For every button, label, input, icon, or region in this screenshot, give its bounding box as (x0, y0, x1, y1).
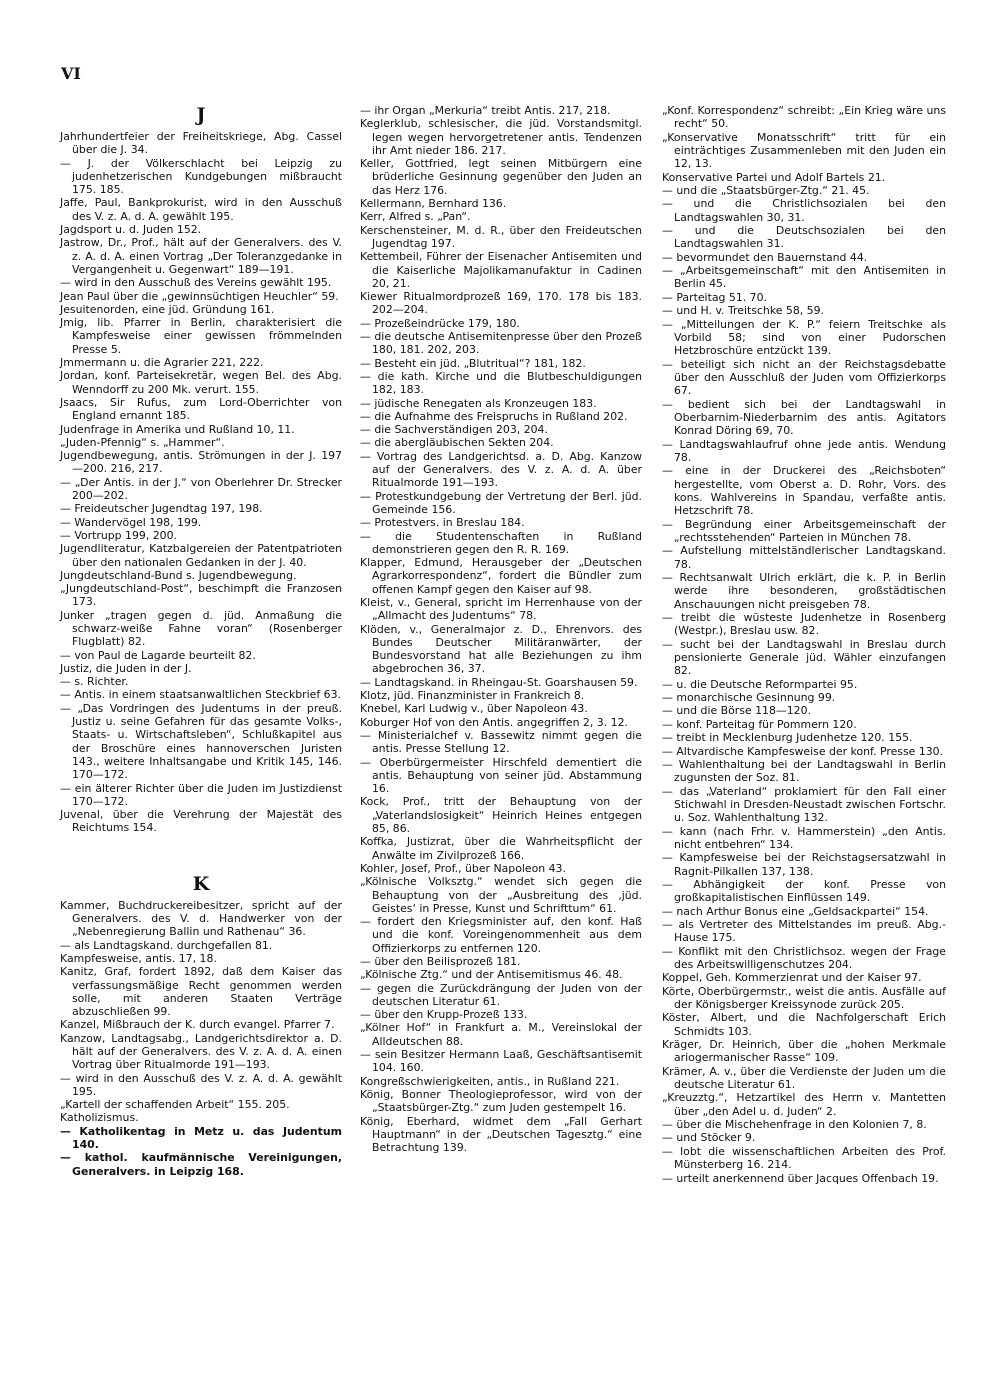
index-entry: — und Stöcker 9. (662, 1131, 756, 1145)
index-entry: Koburger Hof von den Antis. angegriffen 2, 3. 12. (360, 715, 628, 729)
index-entry: Konservative Partei und Adolf Bartels 21. (662, 170, 886, 184)
index-entry: — die Aufnahme des Freispruchs in Rußland 202. (360, 409, 628, 423)
index-entry: Kanitz, Graf, fordert 1892, daß dem Kaiser das verfassungsmäßige Recht genommen werden solle, mit anderen Staaten Verträge abzuschließen 99. (60, 965, 342, 1019)
index-entry: — Antis. in einem staatsanwaltlichen Steckbrief 63. (60, 688, 341, 702)
index-entry: — die abergläubischen Sekten 204. (360, 436, 554, 450)
index-entry: Jesuitenorden, eine jüd. Gründung 161. (60, 302, 275, 316)
section-letter-j: J (196, 104, 206, 126)
index-entry: — Altvardische Kampfesweise der konf. Presse 130. (662, 744, 944, 758)
index-entry: — kathol. kaufmännische Vereinigungen, Generalvers. in Leipzig 168. (60, 1151, 342, 1178)
index-column-2 (360, 104, 642, 1154)
index-entry: — J. der Völkerschlacht bei Leipzig zu judenhetzerischen Kundgebungen mißbraucht 175. 185. (60, 156, 342, 197)
index-entry: — Vortrupp 199, 200. (60, 528, 177, 542)
index-entry: — als Landtagskand. durchgefallen 81. (60, 938, 273, 952)
index-entry: — Protestkundgebung der Vertretung der Berl. jüd. Gemeinde 156. (360, 489, 642, 516)
index-entry: Kanzel, Mißbrauch der K. durch evangel. Pfarrer 7. (60, 1018, 335, 1032)
index-entry: — „Das Vordringen des Judentums in der preuß. Justiz u. seine Gefahren für das gesamte Volks-, Staats- u. Wirtschaftsleben“, Schlußkapitel aus der Broschüre eines hannoverschen Juristen 143., weitere Inhaltsangabe und Kritik 145, 146. 170—172. (60, 701, 342, 782)
index-entry: Jordan, konf. Parteisekretär, wegen Bel. des Abg. Wenndorff zu 200 Mk. verurt. 155. (60, 369, 342, 396)
index-entry: Krämer, A. v., über die Verdienste der Juden um die deutsche Literatur 61. (662, 1064, 946, 1092)
index-entry: — konf. Parteitag für Pommern 120. (662, 717, 857, 731)
index-entry: — wird in den Ausschuß des V. z. A. d. A. gewählt 195. (60, 1071, 342, 1098)
index-entry: — treibt die wüsteste Judenhetze in Rosenberg (Westpr.), Breslau usw. 82. (662, 611, 946, 638)
index-entry: Jean Paul über die „gewinnsüchtigen Heuchler“ 59. (60, 289, 339, 303)
index-entry: — „Mitteilungen der K. P.“ feiern Treitschke als Vorbild 58; sind von einer Pudorschen Hetzbroschüre entzückt 139. (662, 317, 946, 358)
index-entry: — Parteitag 51. 70. (662, 290, 767, 304)
index-entry: Keglerklub, schlesischer, die jüd. Vorstandsmitgl. legen wegen hervorgetretener antis. Tendenzen ihr Amt nieder 186. 217. (360, 117, 642, 157)
index-entry: Jaffe, Paul, Bankprokurist, wird in den Ausschuß des V. z. A. d. A. gewählt 195. (60, 196, 342, 223)
index-entry: — Wahlenthaltung bei der Landtagswahl in Berlin zugunsten der Soz. 81. (662, 757, 946, 785)
index-entry: — lobt die wissenschaftlichen Arbeiten des Prof. Münsterberg 16. 214. (662, 1144, 946, 1172)
index-entry: — treibt in Mecklenburg Judenhetze 120. 155. (662, 731, 913, 745)
index-entry: — fordert den Kriegsminister auf, den konf. Haß und die konf. Voreingenommenheit aus dem Offizierkorps zu entfernen 120. (360, 915, 642, 955)
index-entry: — sein Besitzer Hermann Laaß, Geschäftsantisemit 104. 160. (360, 1048, 642, 1075)
index-entry: Jmmermann u. die Agrarier 221, 222. (60, 356, 264, 370)
index-entry: Knebel, Karl Ludwig v., über Napoleon 43. (360, 702, 588, 716)
index-entry: Justiz, die Juden in der J. (60, 661, 192, 675)
index-entry: — Protestvers. in Breslau 184. (360, 516, 525, 530)
index-entry: — u. die Deutsche Reformpartei 95. (662, 677, 858, 691)
index-entry: Jsaacs, Sir Rufus, zum Lord-Oberrichter von England ernannt 185. (60, 395, 342, 423)
index-entry: — das „Vaterland“ proklamiert für den Fall einer Stichwahl in Dresden-Neustadt zwischen Fortschr. u. Soz. Wahlenthaltung 132. (662, 784, 946, 825)
index-entry: — Rechtsanwalt Ulrich erklärt, die k. P. in Berlin werde ihre besonderen, großstädtischen Anschauungen nicht preisgeben 78. (662, 571, 946, 611)
index-entry: — die deutsche Antisemitenpresse über den Prozeß 180, 181. 202, 203. (360, 330, 642, 357)
index-entry: „Konf. Korrespondenz“ schreibt: „Ein Krieg wäre uns recht“ 50. (662, 104, 946, 131)
index-entry: — kann (nach Frhr. v. Hammerstein) „den Antis. nicht entbehren“ 134. (662, 824, 946, 851)
index-entry: Jungdeutschland-Bund s. Jugendbewegung. (60, 568, 297, 582)
index-entry: „Kartell der schaffenden Arbeit“ 155. 205. (60, 1098, 290, 1112)
index-entry: Kiewer Ritualmordprozeß 169, 170. 178 bis 183. 202—204. (360, 290, 642, 317)
index-entry: „Juden-Pfennig“ s. „Hammer“. (60, 435, 225, 449)
index-entry: König, Bonner Theologieprofessor, wird von der „Staatsbürger-Ztg.“ zum Juden gestempelt 16. (360, 1087, 642, 1115)
index-entry: „Kölnische Ztg.“ und der Antisemitismus 46. 48. (360, 968, 623, 982)
index-entry: — über den Beilisprozeß 181. (360, 955, 521, 968)
index-entry: Junker „tragen gegen d. jüd. Anmaßung die schwarz-weiße Fahne voran“ (Rosenberger Flugblatt) 82. (60, 608, 342, 649)
index-entry: — und H. v. Treitschke 58, 59. (662, 304, 825, 318)
index-entry: — Besteht ein jüd. „Blutritual“? 181, 182. (360, 356, 586, 370)
index-entry: Klöden, v., Generalmajor z. D., Ehrenvors. des Bundes Deutscher Militäranwärter, der Bundesvorstand hat alle Beziehungen zu ihm abgebrochen 36, 37. (360, 622, 642, 676)
index-entry: — sucht bei der Landtagswahl in Breslau durch pensionierte Generale jüd. Wähler einzufangen 82. (662, 637, 946, 678)
index-entry: Keller, Gottfried, legt seinen Mitbürgern eine brüderliche Gesinnung gegenüber den Juden an das Herz 176. (360, 157, 642, 197)
index-entry: Judenfrage in Amerika und Rußland 10, 11. (60, 422, 295, 436)
index-entry: — und die Christlichsozialen bei den Landtagswahlen 30, 31. (662, 197, 946, 224)
index-entry: — Aufstellung mittelständlerischer Landtagskand. 78. (662, 544, 946, 571)
index-entry: — jüdische Renegaten als Kronzeugen 183. (360, 396, 597, 410)
index-entry: — Landtagskand. in Rheingau-St. Goarshausen 59. (360, 675, 638, 689)
index-entry: — als Vertreter des Mittelstandes im preuß. Abg.-Hause 175. (662, 917, 946, 945)
index-entry: — Konflikt mit den Christlichsoz. wegen der Frage des Arbeitswilligenschutzes 204. (662, 944, 946, 971)
index-entry: Kampfesweise, antis. 17, 18. (60, 951, 217, 965)
index-entry: — die kath. Kirche und die Blutbeschuldigungen 182, 183. (360, 369, 642, 397)
index-entry: Kellermann, Bernhard 136. (360, 197, 507, 211)
index-entry: Köster, Albert, und die Nachfolgerschaft Erich Schmidts 103. (662, 1011, 946, 1038)
index-entry: „Konservative Monatsschrift“ tritt für ein einträchtiges Zusammenleben mit den Juden ein 12, 13. (662, 130, 946, 171)
index-entry: — die Sachverständigen 203, 204. (360, 423, 548, 437)
index-entry: Kettembeil, Führer der Eisenacher Antisemiten und die Kaiserliche Majolikamanufaktur in Cadinen 20, 21. (360, 250, 642, 290)
index-entry: — Freideutscher Jugendtag 197, 198. (60, 502, 263, 516)
index-entry: — Oberbürgermeister Hirschfeld dementiert die antis. Behauptung von seiner jüd. Abstammung 16. (360, 755, 642, 796)
index-entry: Jastrow, Dr., Prof., hält auf der Generalvers. des V. z. A. d. A. einen Vortrag „Der Toleranzgedanke in Vergangenheit u. Gegenwart“ 189—191. (60, 236, 342, 276)
index-entry: — über den Krupp-Prozeß 133. (360, 1008, 528, 1022)
index-entry: Klapper, Edmund, Herausgeber der „Deutschen Agrarkorrespondenz“, fordert die Bündler zum offenen Kampf gegen den Kaiser auf 98. (360, 556, 642, 596)
index-entry: Jugendbewegung, antis. Strömungen in der J. 197—200. 216, 217. (60, 449, 342, 476)
index-entry: Jagdsport u. d. Juden 152. (60, 223, 202, 237)
index-entry: — s. Richter. (60, 675, 129, 689)
index-entry: Kleist, v., General, spricht im Herrenhause von der „Allmacht des Judentums“ 78. (360, 595, 642, 623)
index-entry: — gegen die Zurückdrängung der Juden von der deutschen Literatur 61. (360, 981, 642, 1008)
index-entry: — „Der Antis. in der J.“ von Oberlehrer Dr. Strecker 200—202. (60, 475, 342, 503)
index-entry: — „Arbeitsgemeinschaft“ mit den Antisemiten in Berlin 45. (662, 264, 946, 291)
index-entry: Klotz, jüd. Finanzminister in Frankreich 8. (360, 689, 585, 703)
index-column-1 (60, 104, 342, 1178)
index-entry: — urteilt anerkennend über Jacques Offenbach 19. (662, 1171, 939, 1185)
index-entry: Kammer, Buchdruckereibesitzer, spricht auf der Generalvers. des V. d. Handwerker von der „Nebenregierung Ballin und Rathenau“ 36. (60, 898, 342, 939)
index-entry: Kerschensteiner, M. d. R., über den Freideutschen Jugendtag 197. (360, 223, 642, 250)
index-entry: „Kölnische Volksztg.“ wendet sich gegen die Behauptung von der „Ausbreitung des ‚jüd. Geistes‘ in Presse, Kunst und Schrifttum“ 61. (360, 875, 642, 915)
index-entry: — und die „Staatsbürger-Ztg.“ 21. 45. (662, 184, 870, 198)
index-entry: — von Paul de Lagarde beurteilt 82. (60, 648, 256, 662)
index-entry: Jahrhundertfeier der Freiheitskriege, Abg. Cassel über die J. 34. (60, 130, 342, 157)
index-entry: „Kölner Hof“ in Frankfurt a. M., Vereinslokal der Alldeutschen 88. (360, 1021, 642, 1048)
index-entry: — Begründung einer Arbeitsgemeinschaft der „rechtsstehenden“ Parteien in München 78. (662, 517, 946, 544)
index-entry: — ein älterer Richter über die Juden im Justizdienst 170—172. (60, 781, 342, 808)
index-entry: — Kampfesweise bei der Reichstagsersatzwahl in Ragnit-Pilkallen 137, 138. (662, 851, 946, 878)
index-entry: König, Eberhard, widmet dem „Fall Gerhart Hauptmann“ in der „Deutschen Tagesztg.“ eine Betrachtung 139. (360, 1114, 642, 1155)
index-entry: Koffka, Justizrat, über die Wahrheitspflicht der Anwälte im Zivilprozeß 166. (360, 835, 642, 862)
index-entry: — Landtagswahlaufruf ohne jede antis. Wendung 78. (662, 437, 946, 464)
index-entry: — die Studentenschaften in Rußland demonstrieren gegen den R. R. 169. (360, 529, 642, 556)
index-entry: — Vortrag des Landgerichtsd. a. D. Abg. Kanzow auf der Generalvers. des V. z. A. d. A. über Ritualmorde 191—193. (360, 449, 642, 490)
index-entry: — ihr Organ „Merkuria“ treibt Antis. 217, 218. (360, 104, 611, 117)
index-entry: — Abhängigkeit der konf. Presse von großkapitalistischen Einflüssen 149. (662, 877, 946, 905)
index-entry: Katholizismus. (60, 1111, 139, 1125)
index-entry: Kerr, Alfred s. „Pan“. (360, 210, 471, 224)
index-entry: — bevormundet den Bauernstand 44. (662, 250, 868, 264)
index-entry: — und die Börse 118—120. (662, 704, 812, 718)
index-entry: Jmig, lib. Pfarrer in Berlin, charakterisiert die Kampfesweise einer gewissen frömmelnden Presse 5. (60, 316, 342, 356)
index-entry: — und die Deutschsozialen bei den Landtagswahlen 31. (662, 224, 946, 251)
index-entry: — Prozeßeindrücke 179, 180. (360, 316, 520, 330)
index-entry: Juvenal, über die Verehrung der Majestät des Reichtums 154. (60, 808, 342, 835)
index-entry: Kongreßschwierigkeiten, antis., in Rußland 221. (360, 1074, 620, 1088)
index-entry: — Wandervögel 198, 199. (60, 515, 202, 529)
index-entry: — Ministerialchef v. Bassewitz nimmt gegen die antis. Presse Stellung 12. (360, 728, 642, 756)
index-entry: Kanzow, Landtagsabg., Landgerichtsdirektor a. D. hält auf der Generalvers. des V. z. A. d. A. einen Vortrag über Ritualmorde 191—193. (60, 1031, 342, 1072)
index-entry: Koppel, Geh. Kommerzienrat und der Kaiser 97. (662, 971, 922, 985)
index-entry: „Jungdeutschland-Post“, beschimpft die Franzosen 173. (60, 582, 342, 609)
index-entry: „Kreuzztg.“, Hetzartikel des Herrn v. Mantetten über „den Adel u. d. Juden“ 2. (662, 1091, 946, 1118)
index-column-3 (662, 104, 946, 1185)
index-entry: Kohler, Josef, Prof., über Napoleon 43. (360, 861, 566, 875)
index-entry: Kräger, Dr. Heinrich, über die „hohen Merkmale ariogermanischer Rasse“ 109. (662, 1038, 946, 1065)
index-entry: — monarchische Gesinnung 99. (662, 691, 836, 705)
index-entry: — über die Mischehenfrage in den Kolonien 7, 8. (662, 1118, 927, 1132)
index-entry: — nach Arthur Bonus eine „Geldsackpartei“ 154. (662, 904, 929, 918)
index-entry: — wird in den Ausschuß des Vereins gewählt 195. (60, 276, 332, 290)
index-entry: — eine in der Druckerei des „Reichsboten“ hergestellte, vom Oberst a. D. Rohr, Vors. des kons. Wahlvereins in Spandau, verfaßte antis. Hetzschrift 78. (662, 464, 946, 518)
index-entry: — bedient sich bei der Landtagswahl in Oberbarnim-Niederbarnim des antis. Agitators Konrad Döring 69, 70. (662, 397, 946, 438)
index-entry: — beteiligt sich nicht an der Reichstagsdebatte über den Ausschluß der Juden vom Offizierkorps 67. (662, 357, 946, 398)
page-number: VI (61, 64, 81, 83)
index-entry: Jugendliteratur, Katzbalgereien der Patentpatrioten über den nationalen Gedanken in der J. 40. (60, 542, 342, 569)
index-entry: — Katholikentag in Metz u. das Judentum 140. (60, 1124, 342, 1152)
index-entry: Körte, Oberbürgermstr., weist die antis. Ausfälle auf der Königsberger Kreissynode zurück 205. (662, 984, 946, 1012)
index-entry: Kock, Prof., tritt der Behauptung von der „Vaterlandslosigkeit“ Heinrich Heines entgegen 85, 86. (360, 795, 642, 836)
section-letter-k: K (192, 872, 210, 895)
